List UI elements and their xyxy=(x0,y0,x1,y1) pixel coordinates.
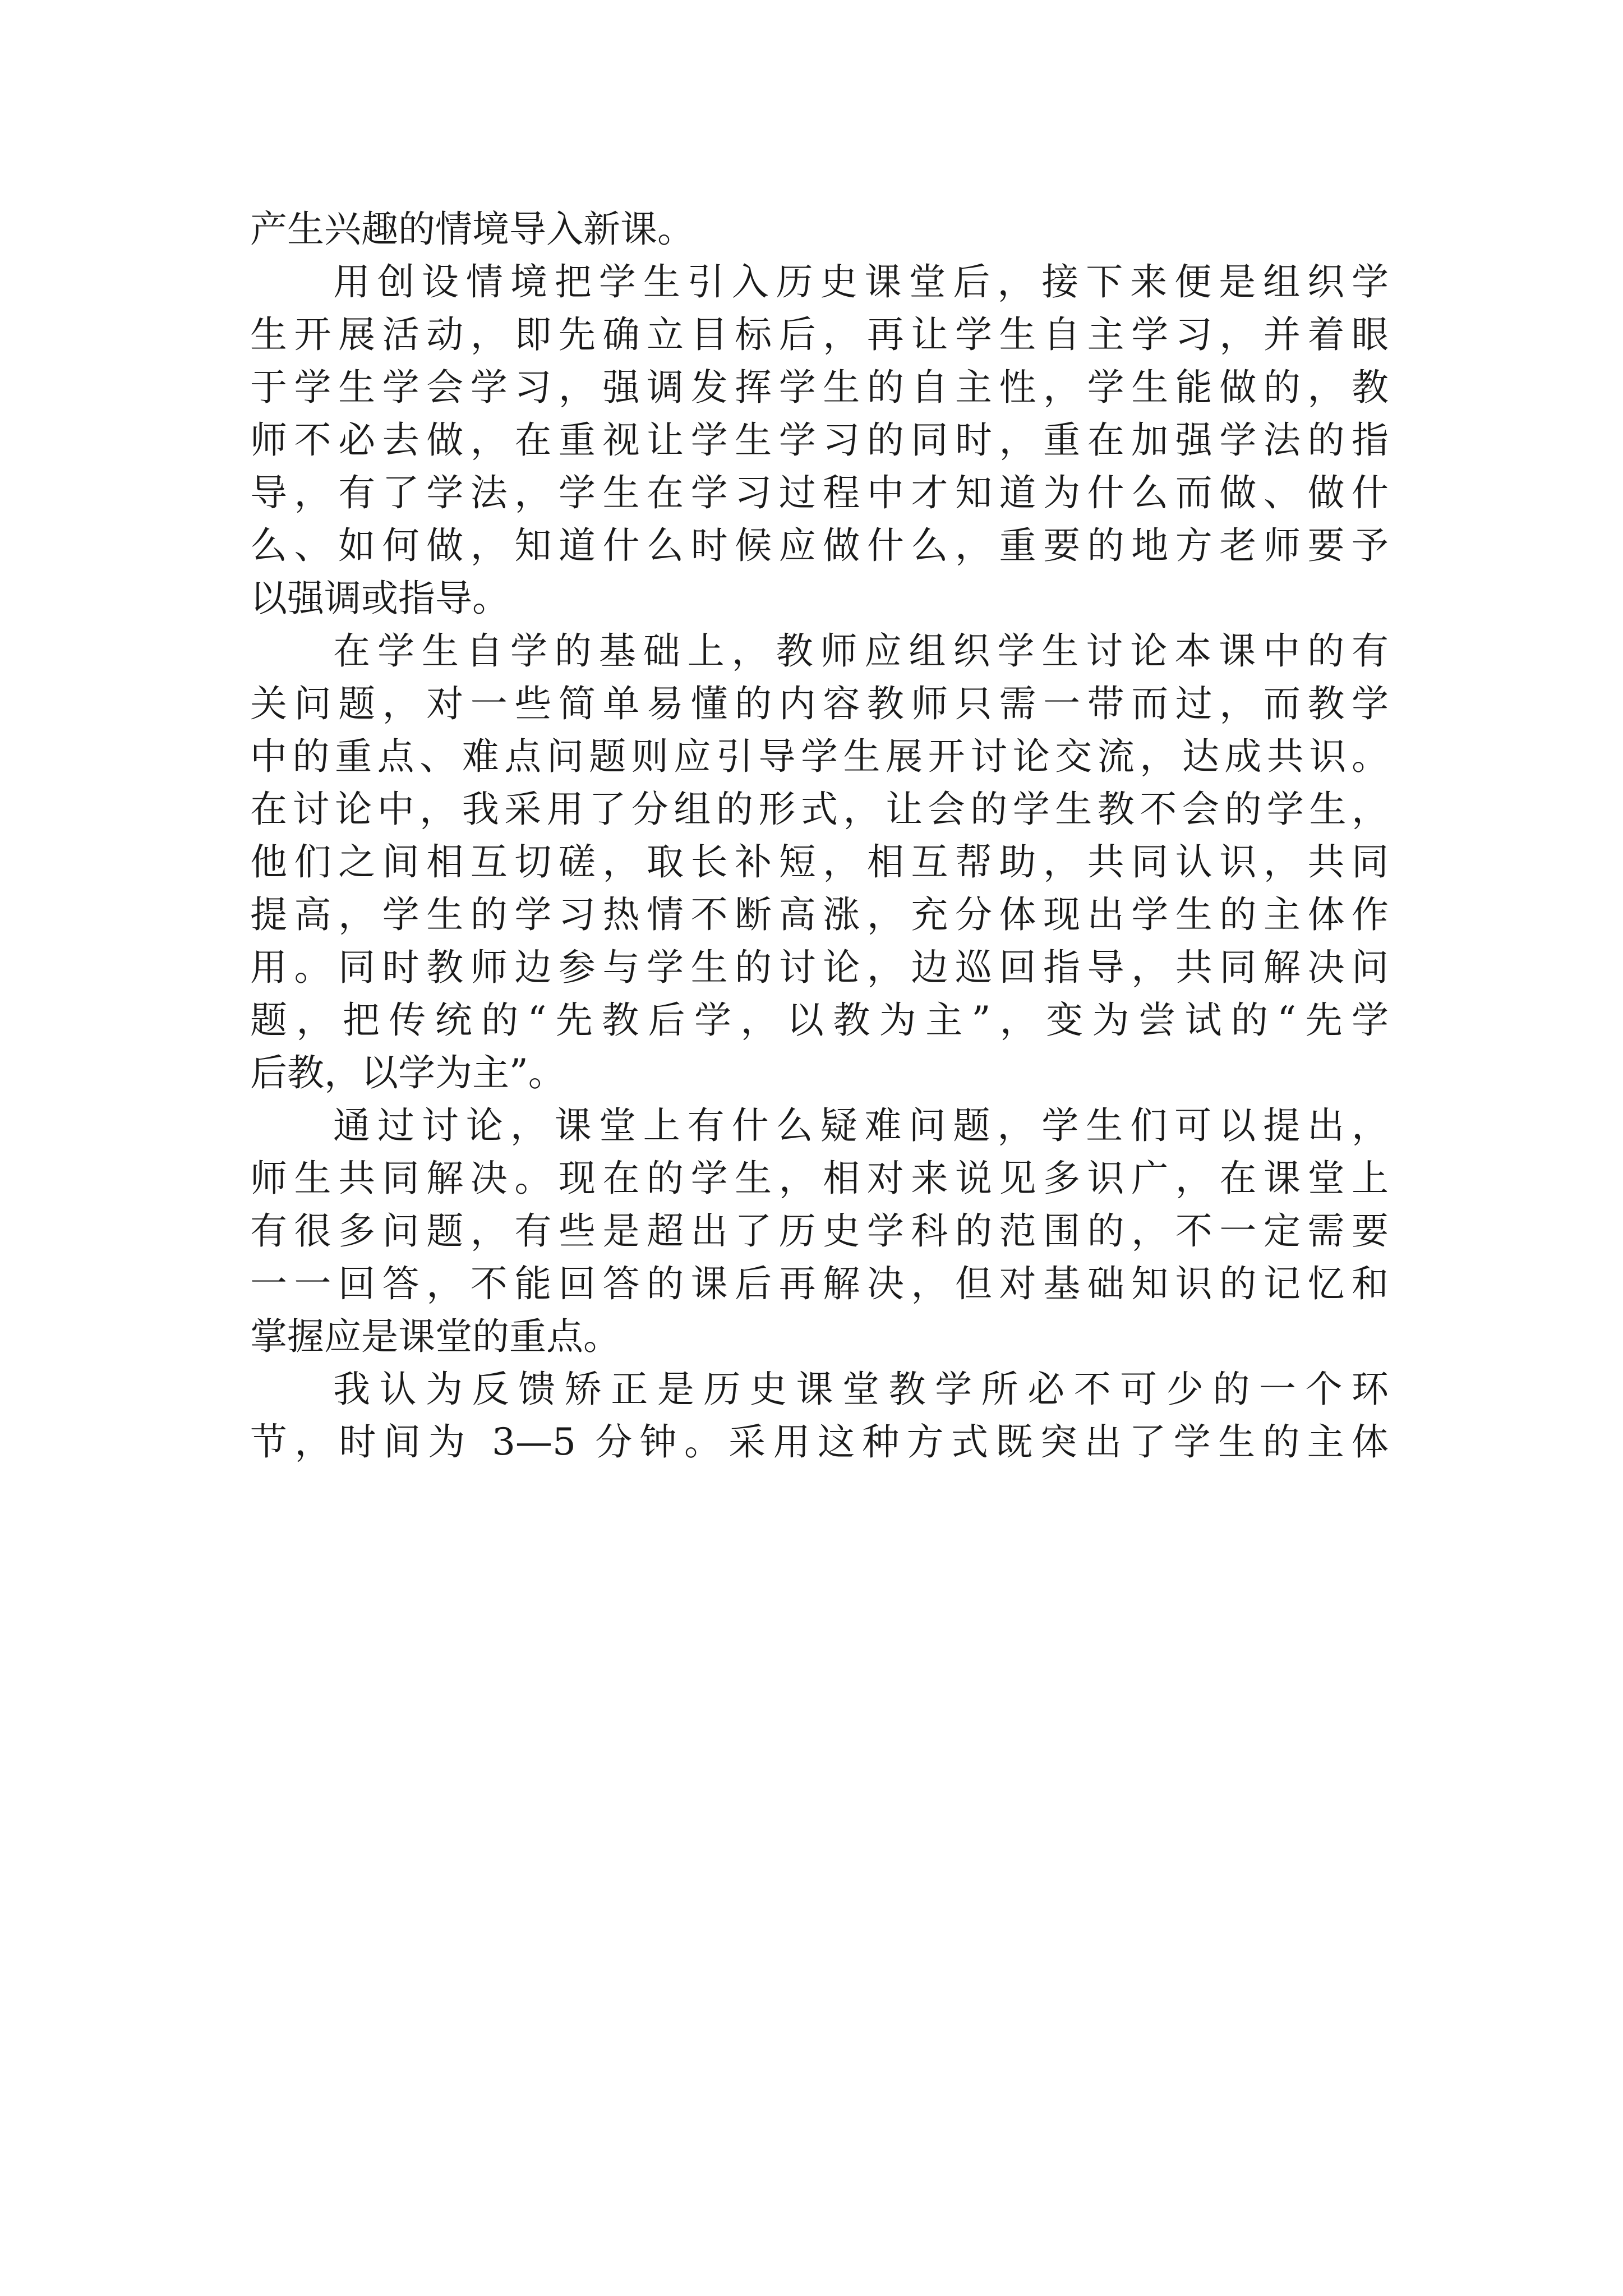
text-line: 节，时间为 3—5 分钟。采用这种方式既突出了学生的主体 xyxy=(250,1420,1389,1464)
text-line: 用创设情境把学生引入历史课堂后，接下来便是组织学 xyxy=(333,260,1389,303)
text-line: 后教，以学为主”。 xyxy=(250,1051,565,1094)
text-line: 一一回答，不能回答的课后再解决，但对基础知识的记忆和 xyxy=(250,1262,1389,1305)
text-line: 中的重点、难点问题则应引导学生展开讨论交流，达成共识。 xyxy=(250,735,1389,778)
text-line: 在学生自学的基础上，教师应组织学生讨论本课中的有 xyxy=(333,629,1389,673)
text-line: 有很多问题，有些是超出了历史学科的范围的，不一定需要 xyxy=(250,1209,1389,1253)
text-line: 通过讨论，课堂上有什么疑难问题，学生们可以提出， xyxy=(333,1104,1389,1147)
text-line: 用。同时教师边参与学生的讨论，边巡回指导，共同解决问 xyxy=(250,946,1389,989)
text-line: 导，有了学法，学生在学习过程中才知道为什么而做、做什 xyxy=(250,471,1389,514)
text-line: 生开展活动，即先确立目标后，再让学生自主学习，并着眼 xyxy=(250,313,1389,356)
text-line: 于学生学会学习，强调发挥学生的自主性，学生能做的，教 xyxy=(250,366,1389,409)
text-line: 在讨论中，我采用了分组的形式，让会的学生教不会的学生， xyxy=(250,788,1389,831)
body-text xyxy=(250,205,1389,1471)
text-line: 他们之间相互切磋，取长补短，相互帮助，共同认识，共同 xyxy=(250,840,1389,884)
text-line: 以强调或指导。 xyxy=(250,577,509,620)
text-line: 师不必去做，在重视让学生学习的同时，重在加强学法的指 xyxy=(250,418,1389,462)
text-line: 提高，学生的学习热情不断高涨，充分体现出学生的主体作 xyxy=(250,893,1389,936)
text-line: 师生共同解决。现在的学生，相对来说见多识广，在课堂上 xyxy=(250,1157,1389,1200)
text-line: 我认为反馈矫正是历史课堂教学所必不可少的一个环 xyxy=(333,1368,1389,1411)
text-line: 产生兴趣的情境导入新课。 xyxy=(250,208,694,251)
text-line: 掌握应是课堂的重点。 xyxy=(250,1315,620,1358)
text-line: 题，把传统的“先教后学，以教为主”，变为尝试的“先学 xyxy=(250,999,1389,1042)
text-line: 么、如何做，知道什么时候应做什么，重要的地方老师要予 xyxy=(250,524,1389,567)
text-line: 关问题，对一些简单易懂的内容教师只需一带而过，而教学 xyxy=(250,682,1389,725)
